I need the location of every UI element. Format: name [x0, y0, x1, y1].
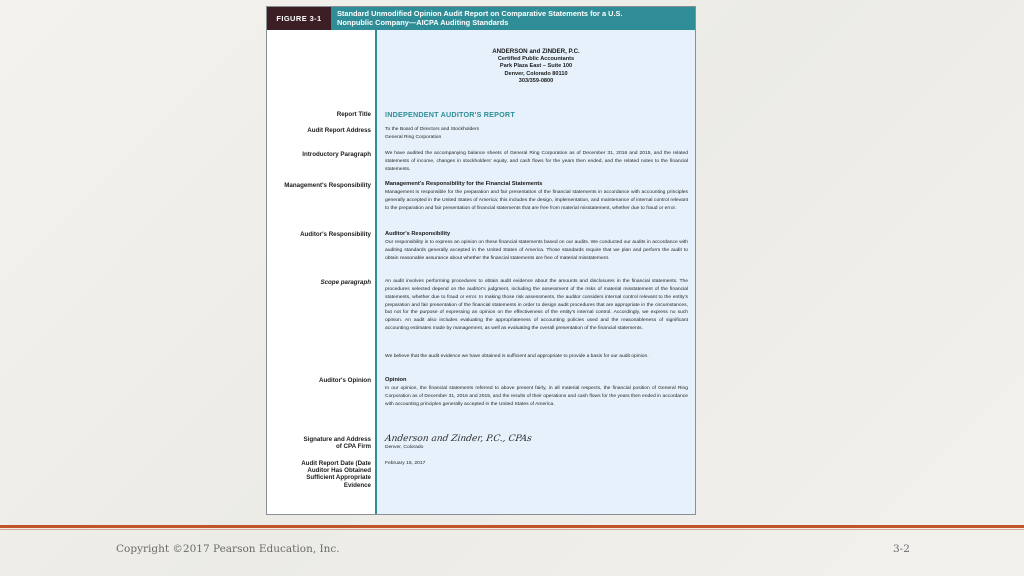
label-auditors-responsibility: Auditor's Responsibility — [300, 231, 371, 238]
column-divider — [375, 30, 377, 514]
label-signature-line1: Signature and Address — [303, 436, 371, 443]
report-address-line1: To the Board of Directors and Stockholders — [385, 127, 480, 132]
opinion-heading: Opinion — [385, 377, 407, 383]
signature-city: Denver, Colorado — [385, 445, 424, 450]
auditor-heading: Auditor's Responsibility — [385, 231, 451, 237]
label-signature-line2: of CPA Firm — [335, 443, 371, 451]
slide-number: 3-2 — [893, 543, 910, 555]
firm-line4: Denver, Colorado 80110 — [504, 70, 568, 77]
figure-title-line2: Nonpublic Company—AICPA Auditing Standards — [337, 18, 509, 27]
report-address — [385, 126, 688, 142]
figure-title — [337, 9, 687, 27]
firm-phone: 303/359-0800 — [518, 78, 554, 85]
intro-paragraph: We have audited the accompanying balance sheets of General Ring Corporation as of December 31, 2016 and 2015, and the related statements of income, changes in stockholders' equity, and cash flows for the years then ended, and the related notes to the financial statements. — [385, 151, 688, 172]
report-date: February 15, 2017 — [385, 461, 426, 466]
copyright-text: Copyright ©2017 Pearson Education, Inc. — [116, 543, 340, 555]
firm-line2: Certified Public Accountants — [497, 55, 575, 62]
mgmt-heading: Management's Responsibility for the Financial Statements — [385, 181, 543, 187]
figure-title-line1: Standard Unmodified Opinion Audit Report on Comparative Statements for a U.S. — [337, 9, 623, 18]
report-title: INDEPENDENT AUDITOR'S REPORT — [385, 110, 515, 119]
footer-accent-line — [0, 529, 1024, 530]
label-introductory-paragraph: Introductory Paragraph — [302, 151, 371, 158]
figure-header — [267, 7, 695, 30]
label-date-line2: Auditor Has Obtained — [307, 467, 371, 475]
label-auditors-opinion: Auditor's Opinion — [319, 377, 371, 384]
label-date-line3: Sufficient Appropriate — [306, 474, 371, 482]
report-address-line2: General Ring Corporation — [385, 134, 442, 140]
firm-line3: Park Plaza East – Suite 100 — [499, 63, 573, 70]
label-managements-responsibility: Management's Responsibility — [284, 182, 371, 189]
auditor-paragraph: Our responsibility is to express an opinion on these financial statements based on our audits. We conducted our audits in accordance with auditing standards generally accepted in the United States of America. Those standards require that we plan and perform the audit to obtain reasonable assurance about whether the financial statements are free of material misstatement. — [385, 240, 688, 261]
label-report-title: Report Title — [336, 111, 371, 118]
label-date-line4: Evidence — [343, 481, 371, 489]
figure-label: FIGURE 3-1 — [267, 7, 331, 30]
belief-paragraph: We believe that the audit evidence we have obtained is sufficient and appropriate to provide a basis for our audit opinion. — [385, 354, 649, 359]
mgmt-paragraph: Management is responsible for the preparation and fair presentation of the financial statements in accordance with accounting principles generally accepted in the United States of America; this includes the design, implementation, and maintenance of internal control relevant to the preparation and fair presentation of financial statements that are free from material misstatement, whether due to fraud or error. — [385, 190, 688, 211]
label-signature-address — [267, 436, 371, 450]
label-scope-paragraph: Scope paragraph — [320, 279, 371, 286]
label-report-date — [267, 460, 371, 489]
firm-letterhead — [377, 48, 695, 86]
firm-name: ANDERSON and ZINDER, P.C. — [492, 48, 580, 55]
figure-panel — [266, 6, 696, 515]
label-date-line1: Audit Report Date (Date — [301, 460, 371, 467]
label-audit-report-address: Audit Report Address — [307, 127, 371, 134]
opinion-paragraph: In our opinion, the financial statements referred to above present fairly, in all material respects, the financial position of General Ring Corporation as of December 31, 2016 and 2015, and the results of their operations and cash flows for the years then ended in accordance with accounting principles generally accepted in the United States of America. — [385, 386, 688, 407]
firm-signature: Anderson and Zinder, P.C., CPAs — [384, 434, 533, 444]
footer-accent-bar — [0, 525, 1024, 528]
scope-paragraph: An audit involves performing procedures to obtain audit evidence about the amounts and disclosures in the financial statements. The procedures selected depend on the auditor's judgment, including the assessment of the risks of material misstatement of the financial statements, whether due to fraud or error. In making those risk assessments, the auditor considers internal control relevant to the entity's preparation and fair presentation of the financial statements in order to design audit procedures that are appropriate in the circumstances, but not for the purpose of expressing an opinion on the effectiveness of the entity's internal control. Accordingly, we express no such opinion. An audit also includes evaluating the appropriateness of accounting policies used and the reasonableness of significant accounting estimates made by management, as well as evaluating the overall presentation of the financial statements. — [385, 279, 688, 332]
